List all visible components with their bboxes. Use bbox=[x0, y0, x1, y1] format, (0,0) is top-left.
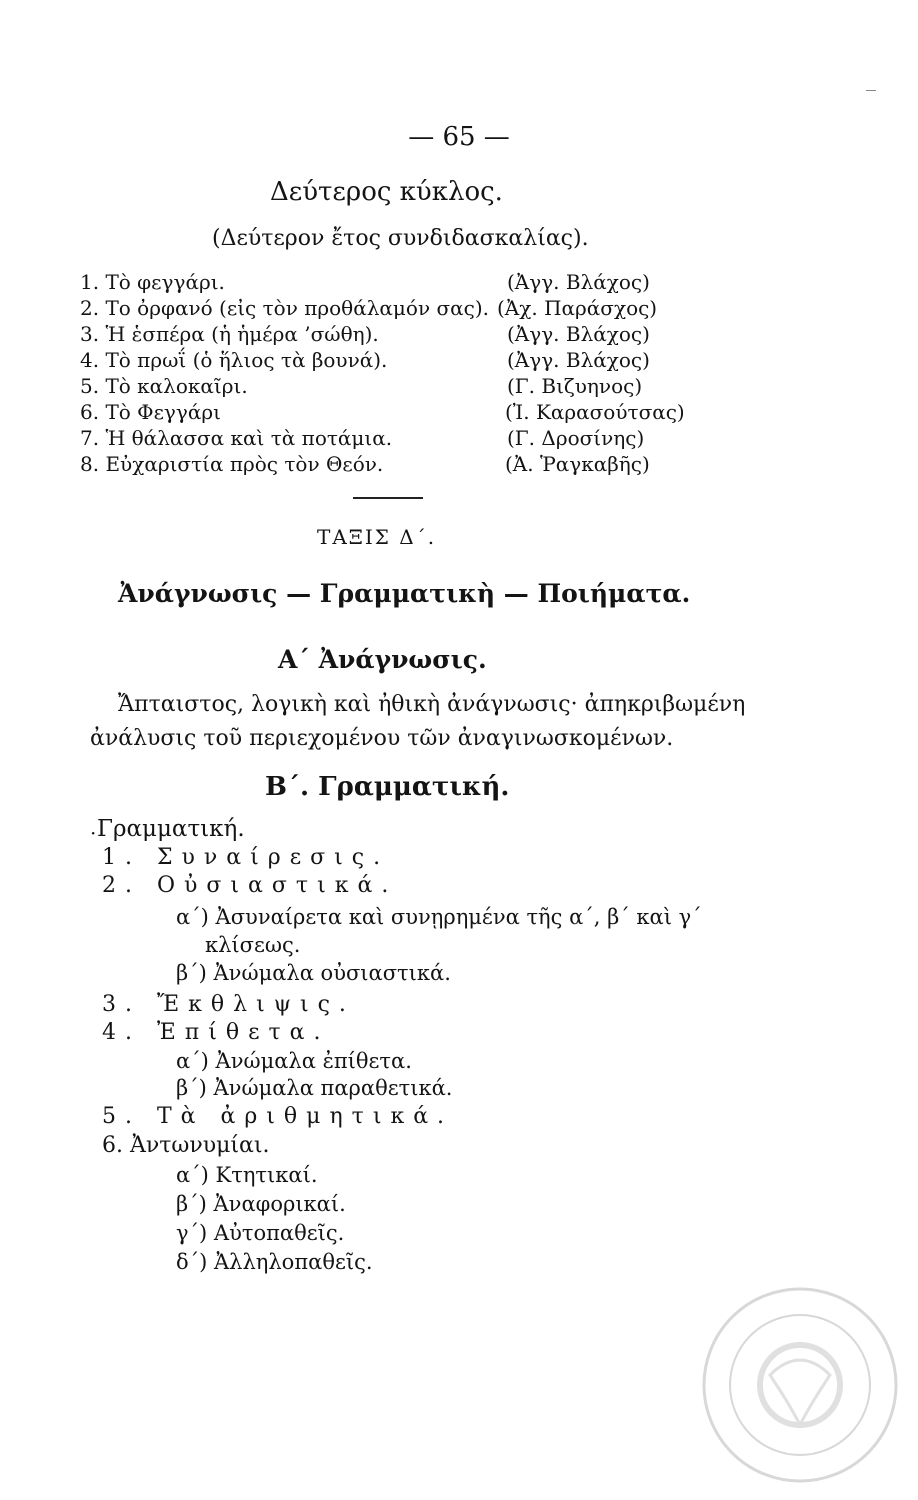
poem-title: 5. Τὸ καλοκαῖρι. bbox=[80, 374, 248, 398]
poem-author: (Γ. Βιζυηνος) bbox=[507, 374, 643, 398]
section-divider bbox=[353, 497, 423, 499]
cycle-subtitle: (Δεύτερον ἔτος συνδιδασκαλίας). bbox=[212, 226, 589, 251]
poem-author: (Ἀγγ. Βλάχος) bbox=[507, 270, 650, 294]
grammar-subitem: β΄) Ἀνώμαλα παραθετικά. bbox=[176, 1076, 453, 1100]
grammar-subitem: β΄) Ἀνώμαλα οὐσιαστικά. bbox=[176, 961, 451, 985]
poem-author: (Ἀγγ. Βλάχος) bbox=[507, 322, 650, 346]
grammar-item: 2. Οὐσιαστικά. bbox=[102, 873, 398, 898]
grammar-item: 6. Ἀντωνυμίαι. bbox=[102, 1133, 270, 1158]
poem-title: 4. Τὸ πρωΐ (ὁ ἥλιος τὰ βουνά). bbox=[80, 348, 388, 372]
grammar-item: 5. Τὰ ἀριθμητικά. bbox=[102, 1104, 454, 1129]
margin-mark bbox=[866, 90, 876, 91]
library-stamp bbox=[700, 1285, 900, 1485]
class-title: ΤΑΞΙΣ Δ΄. bbox=[317, 525, 437, 549]
grammar-subitem: β΄) Ἀναφορικαί. bbox=[176, 1192, 346, 1216]
grammar-subitem: γ΄) Αὐτοπαθεῖς. bbox=[176, 1221, 345, 1245]
poem-author: (Γ. Δροσίνης) bbox=[507, 426, 645, 450]
section-a-text-line: Ἄπταιστος, λογικὴ καὶ ἠθικὴ ἀνάγνωσις· ἀπηκριβωμένη bbox=[118, 692, 746, 717]
grammar-item: 3. Ἔκθλιψις. bbox=[102, 992, 355, 1017]
grammar-subitem: κλίσεως. bbox=[205, 933, 301, 957]
grammar-subitem: α΄) Ἀσυναίρετα καὶ συνῃρημένα τῆς α΄, β΄ καὶ γ΄ bbox=[176, 905, 702, 929]
poem-author: (Ἰ. Καρασούτσας) bbox=[505, 400, 685, 424]
poem-title: 7. Ἡ θάλασσα καὶ τὰ ποτάμια. bbox=[80, 426, 393, 450]
grammar-item: 1. Συναίρεσις. bbox=[102, 845, 390, 870]
poem-title: 1. Τὸ φεγγάρι. bbox=[80, 270, 225, 294]
poem-title: 3. Ἡ ἑσπέρα (ἡ ἡμέρα ’σώθη). bbox=[80, 322, 379, 346]
poem-title: 8. Εὐχαριστία πρὸς τὸν Θεόν. bbox=[80, 452, 384, 476]
poem-title: 6. Τὸ Φεγγάρι bbox=[80, 400, 221, 424]
cycle-title: Δεύτερος κύκλος. bbox=[270, 177, 503, 207]
grammar-subitem: α΄) Κτητικαί. bbox=[176, 1163, 318, 1187]
section-b-title: Β΄. Γραμματική. bbox=[265, 772, 510, 802]
section-a-text-line: ἀνάλυσις τοῦ περιεχομένου τῶν ἀναγινωσκομένων. bbox=[90, 726, 674, 751]
poem-author: (Ἀγγ. Βλάχος) bbox=[507, 348, 650, 372]
grammar-subitem: α΄) Ἀνώμαλα ἐπίθετα. bbox=[176, 1049, 412, 1073]
poem-author: (Ἀχ. Παράσχος) bbox=[497, 296, 658, 320]
grammar-subitem: δ΄) Ἀλληλοπαθεῖς. bbox=[176, 1250, 373, 1274]
margin-dash: · bbox=[90, 821, 97, 845]
subjects-title: Ἀνάγνωσις — Γραμματικὴ — Ποιήματα. bbox=[118, 579, 691, 608]
grammar-heading: Γραμματική. bbox=[97, 816, 245, 842]
section-a-title: Α΄ Ἀνάγνωσις. bbox=[278, 645, 487, 674]
grammar-item: 4. Ἐπίθετα. bbox=[102, 1020, 330, 1045]
poem-title: 2. Το ὀρφανό (εἰς τὸν προθάλαμόν σας). bbox=[80, 296, 489, 320]
page-number: — 65 — bbox=[408, 122, 510, 152]
poem-author: (Ἀ. Ῥαγκαβῆς) bbox=[505, 452, 650, 476]
